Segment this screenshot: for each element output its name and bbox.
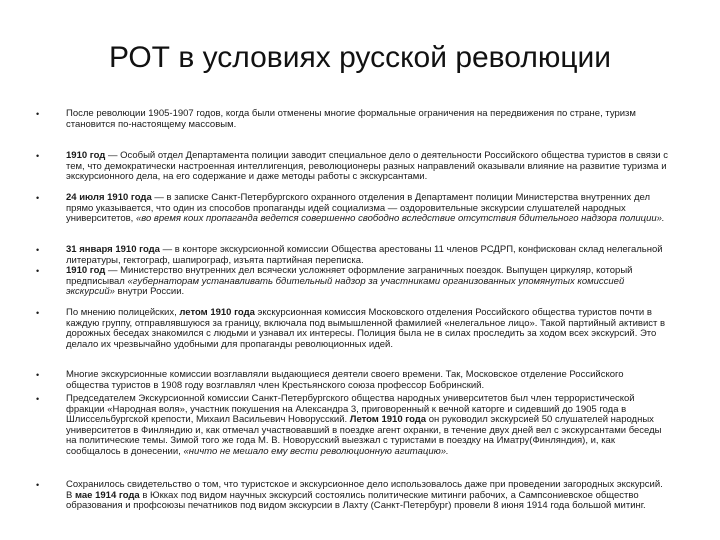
bullet-text [66,307,665,350]
bullet-segment: — в записке Санкт-Петербургского охранного отделения в Департамент полиции Министерства внутренних дел прямо указывается, что один из способов пропаганды идей социализма — оздоровительные экскурсии слушателей народных университетов, [66,192,650,224]
bullet-segment: После революции 1905-1907 годов, когда были отменены многие формальные ограничения на передвижения по стране, туризм становится по-настоящему массовым. [66,108,636,130]
bullet-segment: в Юкках под видом научных экскурсий состоялись политические митинги рабочих, а Сампсониевское общество образования и профсоюзы печатников под видом экскурсии в Лахту (Санкт-Петербург) провели 8 июня 1914 года большой митинг. [66,489,646,511]
bullet-item [36,151,668,193]
bullet-segment-bold: мае 1914 года [74,489,140,501]
bullet-dot: • [36,193,40,203]
bullet-dot: • [36,308,40,318]
bullet-item [36,109,668,151]
bullet-segment-italic: «губернаторам устанавливать бдительный надзор за участниками организованных упомянутых комиссией экскурсий» [66,275,625,297]
bullet-segment-bold: 1910 год [66,265,106,276]
bullet-dot: • [36,151,40,161]
bullet-item [36,308,668,370]
bullet-item [36,480,668,522]
bullet-dot: • [36,109,40,119]
bullet-item [36,394,668,480]
bullet-segment: Сохранилось свидетельство о том, что туристское и экскурсионное дело использовалось даже при проведении загородных экскурсий. В [66,479,663,501]
bullet-dot: • [36,480,40,490]
bullet-segment-bold: летом 1910 года [179,307,255,318]
bullet-list [36,109,668,522]
bullet-segment-bold: Летом 1910 года [349,414,427,425]
bullet-text [66,369,624,391]
bullet-segment-italic: «ничто не мешало ему вести революционную агитацию». [183,445,449,457]
bullet-text [66,479,663,511]
bullet-segment-bold: 1910 год [66,150,106,161]
bullet-segment-bold: 31 января 1910 года [66,244,160,255]
bullet-segment: Многие экскурсионные комиссии возглавляли выдающиеся деятели своего времени. Так, Московское отделение Российского общества туристов в 1908 году возглавлял член Крестьянского союза профессор Бобринский. [66,369,624,391]
bullet-dot: • [36,370,40,380]
bullet-segment: — в конторе экскурсионной комиссии Общества арестованы 11 членов РСДРП, конфискован склад нелегальной литературы, гектограф, шапирограф, изъята партийная переписка. [66,244,663,266]
bullet-text [66,393,662,457]
bullet-segment: — Особый отдел Департамента полиции заводит специальное дело о деятельности Российского общества туристов в связи с тем, что демократически настроенная интеллигенция, революционеры разных направлений оказывали влияние на развитие туризма и экскурсионного дела, на его содержание и даже методы работы с экскурсантами. [66,150,669,182]
bullet-segment-bold: 24 июля 1910 года [66,192,152,203]
bullet-item [36,245,668,266]
bullet-dot: • [36,266,40,276]
bullet-segment: внутри России. [114,286,185,297]
bullet-segment: Председателем Экскурсионной комиссии Санкт-Петербургского общества народных университетов был член террористической фракции «Народная воля», участник покушения на Александра 3, приговоренный к вечной каторге и сидевший до 1905 года в Шлиссельбургской крепости, Михаил Васильевич Новорусский. [66,393,635,425]
bullet-segment-italic: «во время коих пропаганда ведется совершенно свободно вследствие отсутствия бдительного надзора полиции». [135,213,665,224]
slide-title: РОТ в условиях русской революции [108,41,612,74]
bullet-dot: • [36,245,40,255]
bullet-dot: • [36,394,40,404]
bullet-segment: он руководил экскурсией 50 слушателей народных университетов в Финляндию и, как отмечал участвовавший в поездке агент охранки, в течение двух дней вел с экскурсантами беседы на политические темы. Зимой того же года М. В. Новорусский выезжал с туристами в поездку на Иматру(Финляндия), и, как сообщалось в донесении, [66,414,662,457]
bullet-segment: — Министерство внутренних дел всячески усложняет оформление заграничных поездок. Выпущен циркуляр, который предписывал [66,265,633,287]
bullet-item [36,193,668,245]
bullet-segment: По мнению полицейских, [66,307,180,318]
bullet-text [66,192,665,224]
bullet-segment: экскурсионная комиссия Московского отделения Российского общества туристов почти в каждую группу, отправлявшуюся за границу, включала под вымышленной фамилией «нелегальное лицо». Такой партийный активист в дорожных беседах знакомился с людьми и узнавал их интересы. Полиция была не в силах проследить за ходом всех экскурсий. Это делало их чрезвычайно удобными для пропаганды революционных идей. [66,307,666,350]
bullet-text [66,265,632,297]
bullet-text [66,150,668,182]
bullet-item [36,266,668,308]
bullet-item [36,370,668,394]
bullet-text [66,108,636,130]
bullet-text [66,244,663,266]
